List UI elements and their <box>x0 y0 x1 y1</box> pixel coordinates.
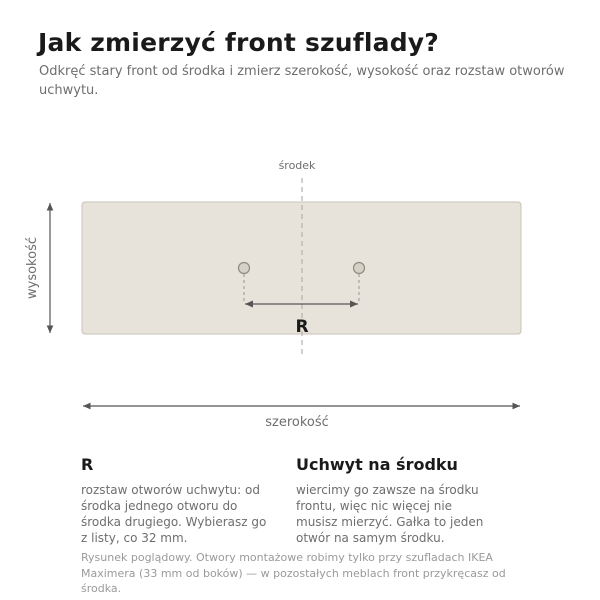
spacing-label: R <box>295 317 309 337</box>
left-hole <box>239 263 250 274</box>
center-handle-info <box>296 455 486 546</box>
height-label: wysokość <box>25 237 40 299</box>
r-info <box>81 455 271 546</box>
center-handle-text: wiercimy go zawsze na środku frontu, więc nic więcej nie musisz mierzyć. Gałka to jeden otwór na samym środku. <box>296 483 484 545</box>
page-subtitle: Odkręć stary front od środka i zmierz szerokość, wysokość oraz rozstaw otworów uchwytu. <box>39 64 565 98</box>
r-info-text: rozstaw otworów uchwytu: od środka jednego otworu do środka drugiego. Wybierasz go z listy, co 32 mm. <box>81 483 267 545</box>
footnote: Rysunek poglądowy. Otwory montażowe robimy tylko przy szufladach IKEA Maximera (33 mm od boków) — w pozostałych meblach front przykręcasz od środka. <box>81 551 506 595</box>
right-hole <box>354 263 365 274</box>
page-title: Jak zmierzyć front szuflady? <box>38 28 439 57</box>
center-label: środek <box>278 159 316 172</box>
width-label: szerokość <box>265 415 329 430</box>
r-info-heading: R <box>81 455 94 474</box>
center-handle-heading: Uchwyt na środku <box>296 455 458 474</box>
